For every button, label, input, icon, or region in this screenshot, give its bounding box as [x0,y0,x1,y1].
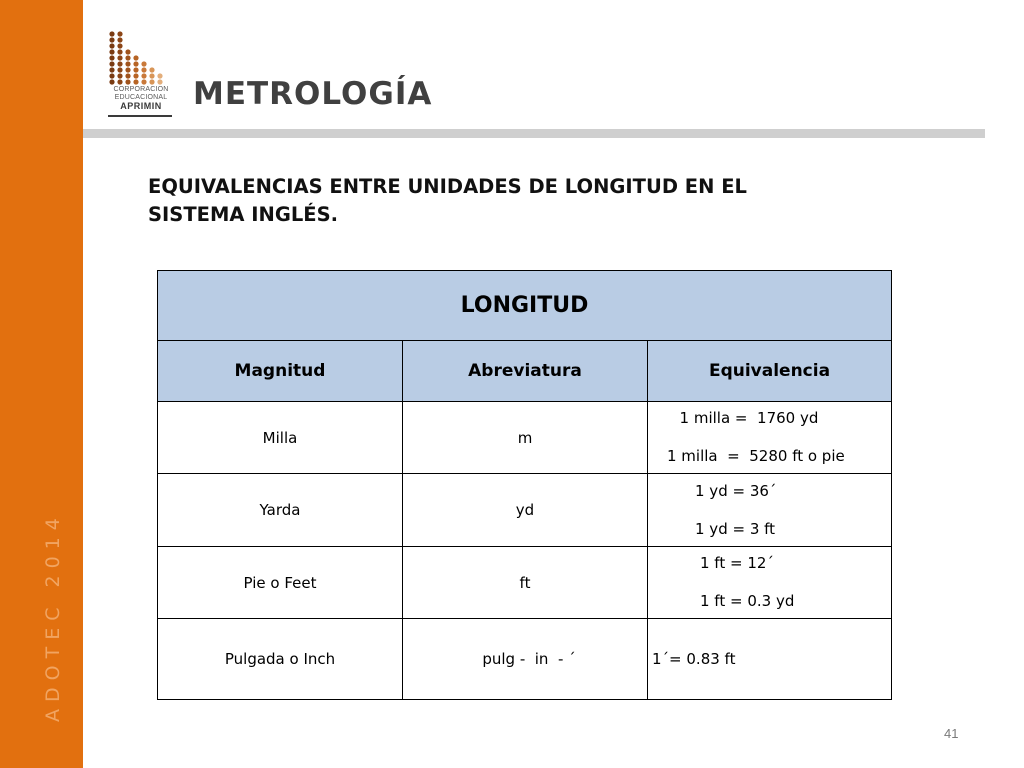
header-divider [83,129,985,138]
column-header-equivalencia: Equivalencia [648,341,892,402]
column-header-magnitud: Magnitud [158,341,403,402]
table-row [158,619,892,700]
cell-magnitud: Milla [158,402,403,474]
cell-magnitud: Pulgada o Inch [158,619,403,700]
cell-abreviatura [403,619,648,700]
cell-abreviatura: ft [403,547,648,619]
equivalence-line: 1 yd = 36´ [695,481,777,500]
page-number: 41 [944,726,959,741]
sidebar-year-text: ADOTEC 2014 [42,511,64,722]
equivalence-line: 1 yd = 3 ft [695,519,776,538]
logo-line2: EDUCACIONAL [114,94,168,101]
subtitle-line-1: EQUIVALENCIAS ENTRE UNIDADES DE LONGITUD EN EL [148,175,747,198]
cell-abreviatura: yd [403,474,648,547]
cell-equivalencia [648,402,892,474]
cell-equivalencia [648,474,892,547]
cell-equivalencia [648,619,892,700]
table-row [158,402,892,474]
slide-subtitle [148,173,908,229]
cell-equivalencia [648,547,892,619]
table-title: LONGITUD [158,271,892,341]
length-equivalence-table [157,270,892,700]
logo-brand: APRIMIN [120,101,162,111]
equivalence-line: 1 milla = 1760 yd [670,409,819,427]
equivalence-line: 1´= 0.83 ft [652,649,736,668]
table-row [158,474,892,547]
cell-magnitud: Yarda [158,474,403,547]
logo-caption [106,86,176,110]
column-header-abreviatura: Abreviatura [403,341,648,402]
page-title: METROLOGÍA [193,76,433,112]
cell-magnitud: Pie o Feet [158,547,403,619]
abbreviation-text: pulg - in - ´ [482,649,576,668]
logo-line1: CORPORACION [113,86,169,93]
table-row [158,547,892,619]
equivalence-line: 1 milla = 5280 ft o pie [667,447,845,465]
equivalence-line: 1 ft = 0.3 yd [700,592,795,610]
equivalence-line: 1 ft = 12´ [700,554,774,572]
subtitle-line-2: SISTEMA INGLÉS. [148,203,339,226]
logo-underline [108,115,172,117]
cell-abreviatura: m [403,402,648,474]
